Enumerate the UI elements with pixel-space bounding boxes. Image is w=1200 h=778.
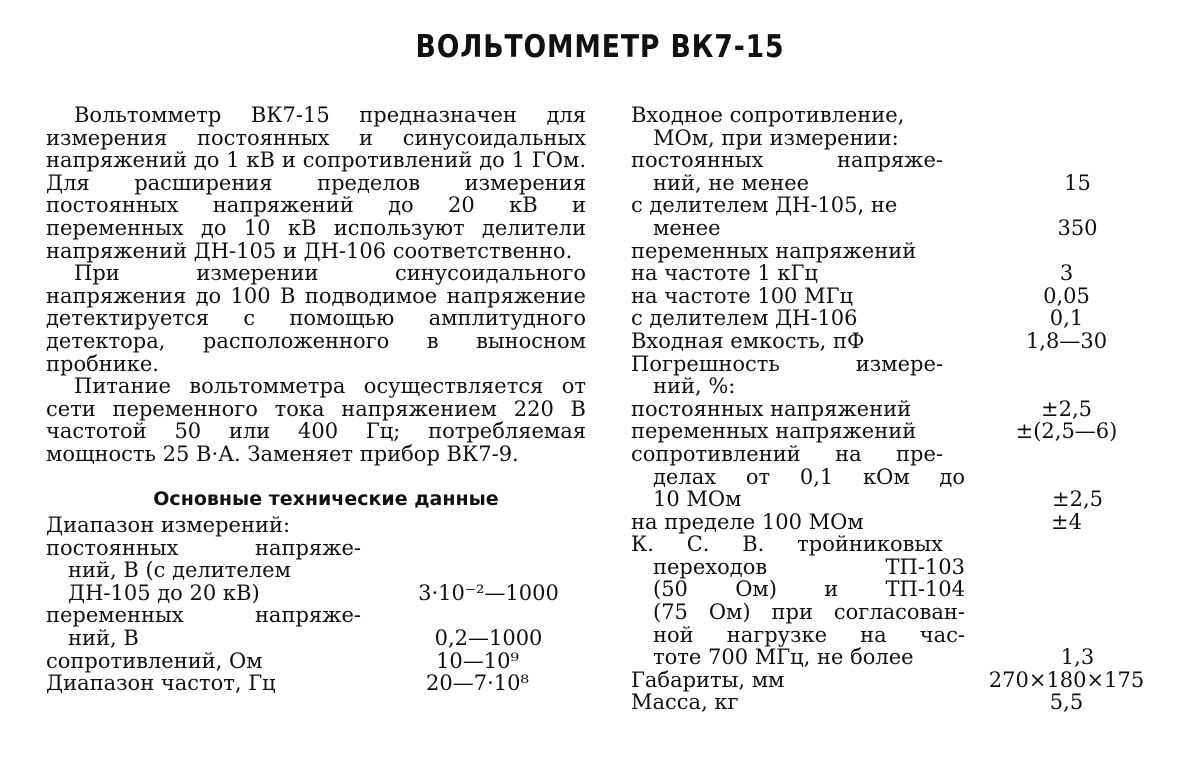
spec-row (631, 624, 1176, 647)
spec-label: переменных напряжений (631, 238, 917, 263)
spec-value: 10—10⁹ (436, 648, 519, 673)
spec-row (631, 307, 1176, 330)
spec-row (631, 172, 1176, 195)
spec-value: 3·10⁻²—1000 (418, 580, 559, 605)
spec-label: ний, %: (653, 374, 736, 399)
spec-value: ±4 (1051, 509, 1082, 534)
spec-row (631, 217, 1176, 240)
intro-paragraph: Питание вольтомметра осуществляется от сети переменного тока напряжением 220 В частотой 50 или 400 Гц; потребляемая мощность 25 В·А. Заменяет прибор ВК7-9. (46, 374, 586, 466)
spec-label: делах от 0,1 кОм до (653, 464, 965, 489)
spec-row (631, 578, 1176, 601)
spec-value: 350 (1057, 215, 1098, 240)
spec-label: Диапазон измерений: (46, 513, 291, 538)
spec-row (46, 604, 586, 627)
spec-label: менее (653, 215, 721, 240)
spec-value: 20—7·10⁸ (426, 671, 529, 696)
spec-value: 1,3 (1060, 645, 1095, 670)
spec-label: на частоте 100 МГц (631, 283, 854, 308)
spec-row (631, 285, 1176, 308)
spec-row (631, 533, 1176, 556)
spec-label: постоянных напряжений (631, 396, 912, 421)
spec-row (631, 104, 1176, 127)
spec-label: Входная емкость, пФ (631, 328, 865, 353)
spec-value: ±2,5 (1041, 396, 1092, 421)
spec-value: 270×180×175 (988, 667, 1145, 692)
spec-label: (75 Ом) при согласован- (653, 600, 965, 625)
spec-row (631, 443, 1176, 466)
spec-row (631, 194, 1176, 217)
spec-row (631, 375, 1176, 398)
spec-label: ний, не менее (653, 170, 810, 195)
spec-label: переходов ТП-103 (653, 554, 965, 579)
spec-row (46, 537, 586, 560)
spec-label: ной нагрузке на час- (653, 622, 965, 647)
spec-label: МОм, при измерении: (653, 125, 899, 150)
spec-value: ±(2,5—6) (1015, 419, 1118, 444)
spec-label: сопротивлений, Ом (46, 648, 263, 673)
spec-value: 1,8—30 (1025, 328, 1108, 353)
spec-row (631, 127, 1176, 150)
spec-label: постоянных напряже- (46, 535, 361, 560)
spec-row (631, 398, 1176, 421)
spec-row (631, 691, 1176, 714)
spec-value: 3 (1059, 261, 1074, 286)
spec-label: переменных напряжений (631, 419, 917, 444)
spec-row (631, 466, 1176, 489)
spec-label: на пределе 100 МОм (631, 509, 864, 534)
spec-label: ний, В (с делителем (68, 558, 291, 583)
spec-label: 10 МОм (653, 487, 742, 512)
spec-label: Входное сопротивление, (631, 103, 905, 127)
spec-label: переменных напряже- (46, 603, 361, 628)
spec-row (631, 262, 1176, 285)
spec-row (46, 627, 586, 650)
spec-row (46, 514, 586, 537)
spec-row (46, 559, 586, 582)
spec-label: Габариты, мм (631, 667, 785, 692)
spec-label: Погрешность измере- (631, 351, 943, 376)
spec-value: 0,1 (1049, 306, 1084, 331)
spec-row (631, 240, 1176, 263)
spec-label: (50 Ом) и ТП-104 (653, 577, 965, 602)
spec-row (46, 672, 586, 695)
spec-value: 5,5 (1049, 690, 1084, 715)
spec-row (631, 669, 1176, 692)
specs-heading: Основные технические данные (153, 487, 499, 510)
spec-row (631, 149, 1176, 172)
spec-label: ДН-105 до 20 кВ) (68, 580, 260, 605)
intro-paragraph: Вольтомметр ВК7-15 предназначен для измерения постоянных и синусоидальных напряжений до 1 кВ и сопротивлений до 1 ГОм. Для расширения пределов измерения постоянных напряжений до 20 кВ и переменных до 10 кВ используют делители напряжений ДН-105 и ДН-106 соответственно. (46, 103, 586, 263)
spec-row (631, 601, 1176, 624)
spec-value: 0,05 (1043, 283, 1090, 308)
spec-label: постоянных напряже- (631, 148, 943, 173)
spec-label: ний, В (68, 626, 139, 651)
spec-label: с делителем ДН-106 (631, 306, 858, 331)
spec-row (631, 420, 1176, 443)
spec-label: Диапазон частот, Гц (46, 671, 276, 696)
spec-label: с делителем ДН-105, не (631, 193, 898, 218)
spec-label: К. С. В. тройниковых (631, 532, 943, 557)
spec-label: тоте 700 МГц, не более (653, 645, 914, 670)
spec-row (46, 582, 586, 605)
spec-row (631, 353, 1176, 376)
intro-paragraph: При измерении синусоидального напряжения до 100 В подводимое напряжение детектируется с помощью амплитудного детектора, расположенного в выносном пробнике. (46, 261, 586, 376)
page-title: ВОЛЬТОММЕТР ВК7-15 (415, 29, 785, 65)
spec-row (631, 556, 1176, 579)
spec-value: 15 (1064, 170, 1091, 195)
spec-row (631, 488, 1176, 511)
spec-row (631, 511, 1176, 534)
spec-label: сопротивлений на пре- (631, 441, 943, 466)
right-column (631, 104, 1176, 714)
spec-label: на частоте 1 кГц (631, 261, 818, 286)
spec-value: 0,2—1000 (434, 626, 543, 651)
left-column (46, 104, 586, 695)
spec-row (631, 646, 1176, 669)
spec-row (631, 330, 1176, 353)
spec-row (46, 650, 586, 673)
spec-value: ±2,5 (1052, 487, 1103, 512)
spec-label: Масса, кг (631, 690, 739, 715)
